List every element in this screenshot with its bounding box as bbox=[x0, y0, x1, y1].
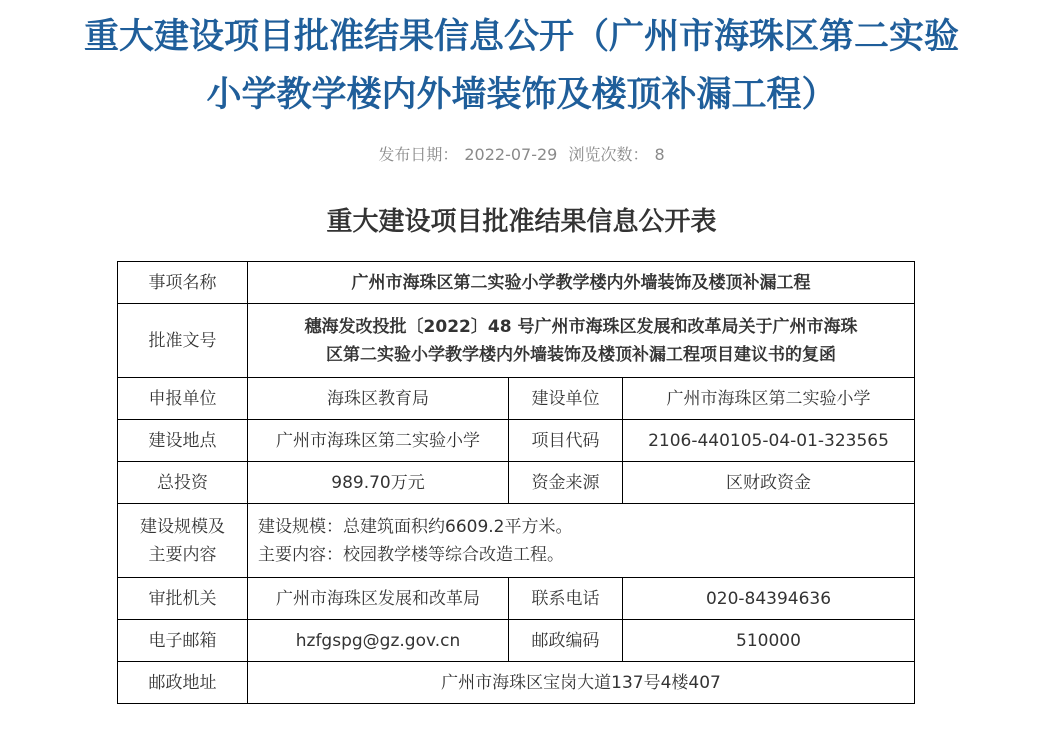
postcode-label: 邮政编码 bbox=[509, 620, 623, 662]
email-label: 电子邮箱 bbox=[118, 620, 248, 662]
table-row bbox=[118, 578, 915, 620]
view-count-label: 浏览次数： bbox=[568, 145, 649, 164]
applicant-label: 申报单位 bbox=[118, 378, 248, 420]
item-name-label: 事项名称 bbox=[118, 262, 248, 304]
approval-info-table bbox=[117, 261, 915, 704]
address-value: 广州市海珠区宝岗大道137号4楼407 bbox=[248, 662, 915, 704]
fund-source-value: 区财政资金 bbox=[623, 462, 915, 504]
approval-doc-label: 批准文号 bbox=[118, 304, 248, 378]
builder-label: 建设单位 bbox=[509, 378, 623, 420]
phone-value: 020-84394636 bbox=[623, 578, 915, 620]
publish-meta bbox=[0, 142, 1043, 168]
scale-value bbox=[248, 504, 915, 578]
approval-doc-line-2: 区第二实验小学教学楼内外墙装饰及楼顶补漏工程项目建议书的复函 bbox=[326, 344, 836, 365]
publish-date-label: 发布日期： bbox=[378, 145, 459, 164]
address-label: 邮政地址 bbox=[118, 662, 248, 704]
table-title: 重大建设项目批准结果信息公开表 bbox=[326, 207, 717, 237]
investment-label: 总投资 bbox=[118, 462, 248, 504]
authority-value: 广州市海珠区发展和改革局 bbox=[248, 578, 509, 620]
applicant-value: 海珠区教育局 bbox=[248, 378, 509, 420]
builder-value: 广州市海珠区第二实验小学 bbox=[623, 378, 915, 420]
project-code-value: 2106-440105-04-01-323565 bbox=[623, 420, 915, 462]
table-row bbox=[118, 378, 915, 420]
item-name-value: 广州市海珠区第二实验小学教学楼内外墙装饰及楼顶补漏工程 bbox=[248, 262, 915, 304]
table-row bbox=[118, 504, 915, 578]
table-row bbox=[118, 662, 915, 704]
table-row bbox=[118, 262, 915, 304]
approval-doc-line-1: 穗海发改投批〔2022〕48 号广州市海珠区发展和改革局关于广州市海珠 bbox=[304, 316, 858, 337]
investment-value: 989.70万元 bbox=[248, 462, 509, 504]
table-row bbox=[118, 420, 915, 462]
page-title-line-2: 小学教学楼内外墙装饰及楼顶补漏工程） bbox=[206, 75, 837, 115]
publish-date: 2022-07-29 bbox=[464, 145, 558, 164]
phone-label: 联系电话 bbox=[509, 578, 623, 620]
authority-label: 审批机关 bbox=[118, 578, 248, 620]
location-value: 广州市海珠区第二实验小学 bbox=[248, 420, 509, 462]
page-title bbox=[0, 8, 1043, 124]
fund-source-label: 资金来源 bbox=[509, 462, 623, 504]
location-label: 建设地点 bbox=[118, 420, 248, 462]
scale-label bbox=[118, 504, 248, 578]
page-title-line-1: 重大建设项目批准结果信息公开（广州市海珠区第二实验 bbox=[83, 17, 959, 57]
scale-value-line-2: 主要内容：校园教学楼等综合改造工程。 bbox=[258, 544, 564, 565]
scale-label-line-1: 建设规模及 bbox=[140, 516, 225, 537]
table-row bbox=[118, 462, 915, 504]
scale-value-line-1: 建设规模：总建筑面积约6609.2平方米。 bbox=[258, 516, 573, 537]
project-code-label: 项目代码 bbox=[509, 420, 623, 462]
email-value: hzfgspg@gz.gov.cn bbox=[248, 620, 509, 662]
table-row bbox=[118, 304, 915, 378]
postcode-value: 510000 bbox=[623, 620, 915, 662]
table-row bbox=[118, 620, 915, 662]
scale-label-line-2: 主要内容 bbox=[148, 544, 217, 565]
approval-doc-value bbox=[248, 304, 915, 378]
view-count: 8 bbox=[654, 145, 665, 164]
